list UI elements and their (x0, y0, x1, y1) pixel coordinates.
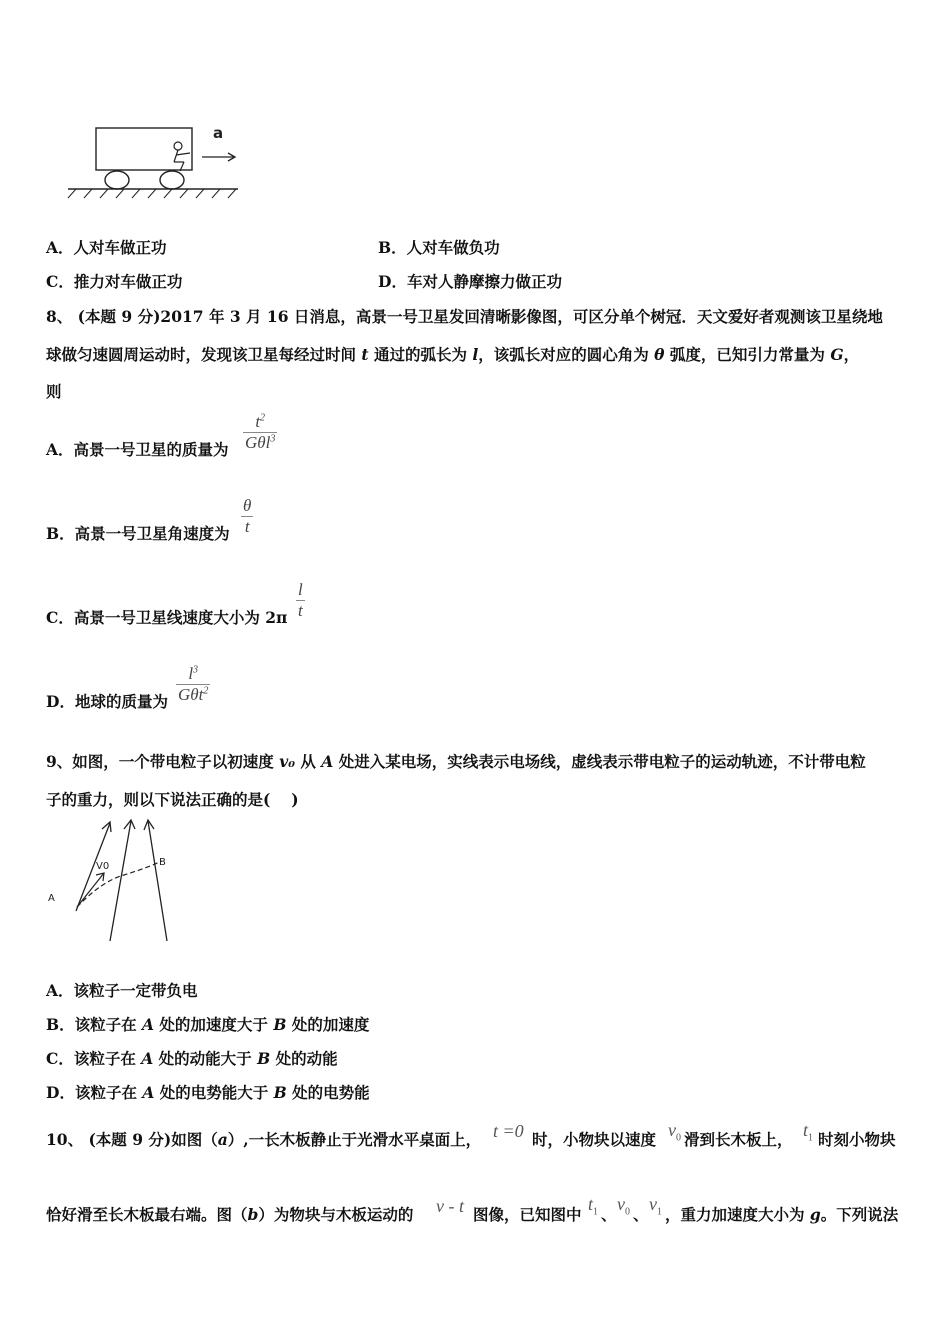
cart-wheel-left (105, 171, 129, 189)
q8-option-d: D．地球的质量为 (46, 692, 168, 711)
q9-option-a: A．该粒子一定带负电 (46, 981, 198, 1000)
q7-option-b: B．人对车做负功 (378, 238, 500, 257)
q7-cart-figure (62, 120, 247, 205)
q10-math-v1: $v_1$ (649, 1194, 662, 1218)
q10-line2-part3: ，重力加速度大小为 g。下列说法 (665, 1205, 899, 1224)
fig-label-a: A (48, 893, 55, 904)
cart-body (96, 128, 192, 170)
v0-arrow-icon (77, 873, 104, 907)
q7-option-c: C．推力对车做正功 (46, 272, 183, 291)
q8-option-a-fraction: $t^2$ Gθl$^3$ (245, 412, 276, 452)
q9-line2: 子的重力，则以下说法正确的是( ) (46, 790, 299, 809)
fig-label-b: B (159, 857, 166, 868)
q8-line1: 8、 (本题 9 分)2017 年 3 月 16 日消息，高景一号卫星发回清晰影像图，可区分单个树冠．天文爱好者观测该卫星绕地 (46, 307, 883, 326)
q8-option-c: C．高景一号卫星线速度大小为 2π (46, 608, 288, 627)
accel-arrow-icon (202, 153, 235, 161)
q8-line2: 球做匀速圆周运动时，发现该卫星每经过时间 t 通过的弧长为 l，该弧长对应的圆心角为 θ 弧度，已知引力常量为 G， (46, 345, 860, 364)
q10-math-vt: v - t (436, 1196, 464, 1216)
q10-math-v0b: $v_0$ (617, 1194, 630, 1218)
q8-option-b-fraction: $\frac{\theta}{t}$ (243, 496, 252, 536)
q8-line3: 则 (46, 382, 62, 401)
q10-sep-1: 、 (601, 1205, 617, 1224)
q10-math-t1: $t_1$ (803, 1120, 814, 1144)
q9-option-d: D．该粒子在 A 处的电势能大于 B 处的电势能 (46, 1083, 370, 1102)
q10-line2-part1: 恰好滑至长木板最右端。图（b）为物块与木板运动的 (46, 1205, 414, 1224)
q10-line1-part1: 10、 (本题 9 分)如图（a）,一长木板静止于光滑水平桌面上， (46, 1130, 482, 1149)
q8-option-b: B．高景一号卫星角速度为 (46, 524, 230, 543)
q9-option-c: C．该粒子在 A 处的动能大于 B 处的动能 (46, 1049, 338, 1068)
person-icon (174, 142, 190, 171)
cart-wheel-right (160, 171, 184, 189)
q8-option-d-fraction: $l^3$ Gθt$^2$ (178, 664, 209, 704)
q10-sep-2: 、 (633, 1205, 649, 1224)
q10-math-v0: $v_0$ (668, 1120, 681, 1144)
q10-line1-part3: 滑到长木板上， (684, 1130, 793, 1149)
q8-option-a: A．高景一号卫星的质量为 (46, 440, 229, 459)
q9-option-b: B．该粒子在 A 处的加速度大于 B 处的加速度 (46, 1015, 370, 1034)
q10-line1-part2: 时，小物块以速度 (532, 1130, 657, 1149)
q10-line1-part4: 时刻小物块 (818, 1130, 896, 1149)
q7-option-d: D．车对人静摩擦力做正功 (378, 272, 562, 291)
q8-option-c-fraction: $\frac{l}{t}$ (298, 580, 303, 620)
ground-hatching (68, 189, 236, 198)
q10-line2-part2: 图像，已知图中 (473, 1205, 582, 1224)
fig-label-v0: V0 (96, 861, 110, 872)
q7-option-a: A．人对车做正功 (46, 238, 167, 257)
q10-math-t1b: $t_1$ (588, 1194, 599, 1218)
q10-math-t0: t =0 (493, 1121, 524, 1141)
accel-label: a (213, 124, 224, 142)
field-lines (76, 820, 167, 941)
q9-field-figure (44, 815, 184, 947)
q9-line1: 9、如图，一个带电粒子以初速度 v₀ 从 A 处进入某电场，实线表示电场线，虚线表示带电粒子的运动轨迹，不计带电粒 (46, 752, 866, 771)
